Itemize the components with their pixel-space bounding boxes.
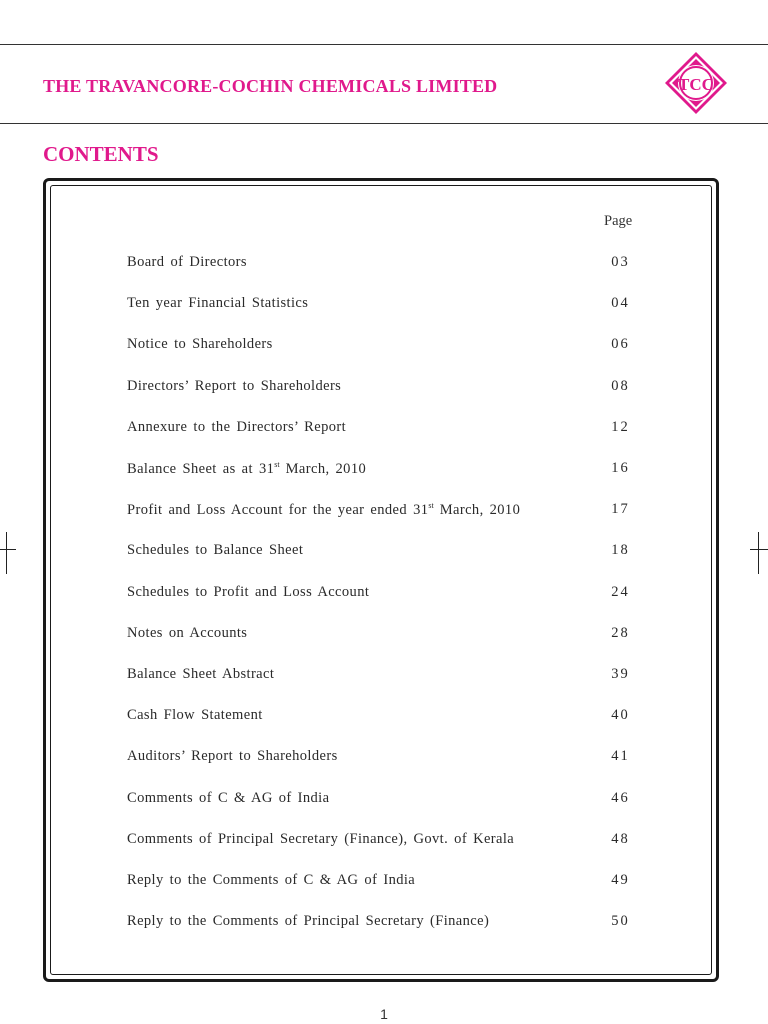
toc-row: [127, 913, 647, 933]
crop-mark-right-h: [750, 549, 768, 550]
toc-row: [127, 584, 647, 604]
toc-entry-page: 41: [611, 748, 630, 765]
toc-entry-title: Notice to Shareholders: [127, 336, 273, 353]
company-name: THE TRAVANCORE-COCHIN CHEMICALS LIMITED: [43, 76, 498, 96]
toc-entry-title-text: March, 2010: [433, 502, 521, 519]
toc-entry-title: Schedules to Balance Sheet: [127, 542, 304, 559]
toc-entry-title: Annexure to the Directors’ Report: [127, 418, 347, 435]
toc-row: [127, 666, 647, 686]
header-top-rule: [0, 44, 768, 45]
toc-entry-title: Notes on Accounts: [127, 624, 248, 641]
toc-entry-title: Auditors’ Report to Shareholders: [127, 748, 338, 765]
toc-entry-page: 50: [611, 913, 630, 930]
toc-entry-title: Reply to the Comments of C & AG of India: [127, 872, 416, 888]
page-number: 1: [380, 1006, 388, 1022]
toc-entry-page: 40: [611, 707, 630, 724]
toc-entry-title: Reply to the Comments of Principal Secretary (Finance): [127, 913, 490, 930]
toc-row: [127, 419, 647, 439]
toc-entry-page: 24: [611, 583, 630, 600]
toc-entry-ordinal-suffix: st: [274, 460, 280, 469]
toc-row: [127, 542, 647, 562]
toc-entry-page: 12: [611, 418, 630, 435]
header-bottom-rule: [0, 123, 768, 124]
toc-entry-page: 03: [611, 254, 630, 270]
toc-entry-page: 16: [611, 460, 630, 476]
toc-row: [127, 872, 647, 892]
toc-entry-title-text: Profit and Loss Account for the year ended 31: [127, 502, 429, 519]
toc-row: [127, 295, 647, 315]
toc-entry-title: [127, 501, 520, 519]
toc-row: [127, 707, 647, 727]
toc-row: [127, 625, 647, 645]
toc-row: [127, 831, 647, 851]
toc-row: [127, 748, 647, 768]
toc-entry-page: 18: [611, 542, 630, 559]
toc-entry-title: Cash Flow Statement: [127, 707, 263, 724]
logo-text: TCC: [678, 75, 714, 94]
crop-mark-left-h: [0, 549, 16, 550]
toc-entry-ordinal-suffix: st: [428, 501, 434, 511]
toc-row: [127, 460, 647, 480]
toc-entry-page: 17: [611, 501, 630, 518]
toc-entry-title: Comments of C & AG of India: [127, 789, 330, 806]
toc-row: [127, 336, 647, 356]
toc-row: [127, 790, 647, 810]
toc-entry-title: Comments of Principal Secretary (Finance), Govt. of Kerala: [127, 830, 515, 847]
toc-entry-title: Board of Directors: [127, 254, 247, 270]
toc-row: [127, 378, 647, 398]
toc-entry-page: 49: [611, 872, 630, 888]
toc-entry-title: [127, 460, 366, 478]
toc-entry-page: 48: [611, 830, 630, 847]
page-column-label: Page: [604, 213, 633, 229]
tcc-logo-icon: [664, 51, 728, 115]
toc-entry-title-text: Balance Sheet as at 31: [127, 461, 275, 477]
crop-mark-right-v: [758, 532, 759, 574]
toc-entry-title: Directors’ Report to Shareholders: [127, 377, 342, 394]
toc-entry-page: 39: [611, 666, 630, 682]
toc-entry-page: 06: [611, 336, 630, 353]
toc-row: [127, 501, 647, 521]
toc-entry-page: 08: [611, 377, 630, 394]
crop-mark-left-v: [6, 532, 7, 574]
toc-entry-page: 46: [611, 789, 630, 806]
toc-entry-title: Ten year Financial Statistics: [127, 295, 309, 312]
toc-row: [127, 254, 647, 274]
toc-entry-page: 28: [611, 624, 630, 641]
toc-entry-title: Balance Sheet Abstract: [127, 666, 275, 682]
toc-entry-title: Schedules to Profit and Loss Account: [127, 583, 370, 600]
toc-entry-page: 04: [611, 295, 630, 312]
contents-heading: CONTENTS: [43, 142, 159, 166]
toc-entry-title-text: March, 2010: [279, 461, 367, 477]
